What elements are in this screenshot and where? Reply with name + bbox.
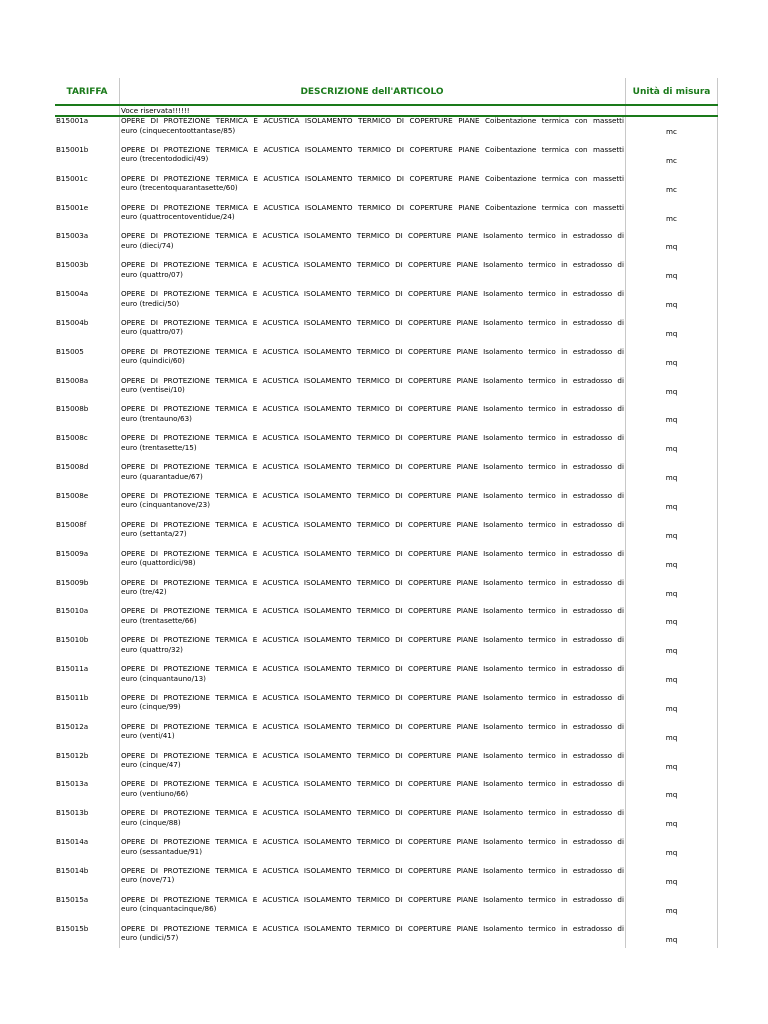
- article-description: [121, 866, 624, 885]
- table-row: [55, 635, 718, 664]
- price-in-words: euro (venti/41): [121, 731, 175, 741]
- table-row: [55, 664, 718, 693]
- unit-of-measure: mq: [665, 761, 678, 771]
- table-row: [55, 318, 718, 347]
- table-row: [55, 203, 718, 232]
- description-text: OPERE DI PROTEZIONE TERMICA E ACUSTICA ISOLAMENTO TERMICO DI COPERTURE PIANE Isolamento termico in estradosso di: [121, 519, 624, 529]
- article-description: [121, 722, 624, 741]
- description-text: OPERE DI PROTEZIONE TERMICA E ACUSTICA ISOLAMENTO TERMICO DI COPERTURE PIANE Isolamento termico in estradosso di: [121, 808, 624, 818]
- price-in-words: euro (tredici/50): [121, 298, 180, 308]
- description-text: OPERE DI PROTEZIONE TERMICA E ACUSTICA ISOLAMENTO TERMICO DI COPERTURE PIANE Isolamento termico in estradosso di: [121, 548, 624, 558]
- tariffa-code: B15008d: [56, 462, 89, 472]
- description-text: OPERE DI PROTEZIONE TERMICA E ACUSTICA ISOLAMENTO TERMICO DI COPERTURE PIANE Coibentazione termica con massetti: [121, 202, 624, 212]
- unit-of-measure: mq: [665, 271, 678, 281]
- price-in-words: euro (quattordici/98): [121, 558, 196, 568]
- tariffa-code: B15014a: [56, 837, 89, 847]
- tariffa-code: B15015a: [56, 894, 89, 904]
- article-description: [121, 606, 624, 625]
- tariffa-code: B15012b: [56, 750, 89, 760]
- article-description: [121, 462, 624, 481]
- price-in-words: euro (quattrocentoventidue/24): [121, 212, 235, 222]
- price-in-words: euro (settanta/27): [121, 529, 187, 539]
- price-in-words: euro (trentauno/63): [121, 413, 192, 423]
- header-tariffa: TARIFFA: [66, 87, 108, 97]
- table-row: [55, 376, 718, 405]
- price-in-words: euro (cinquecentoottantase/85): [121, 125, 236, 135]
- description-text: OPERE DI PROTEZIONE TERMICA E ACUSTICA ISOLAMENTO TERMICO DI COPERTURE PIANE Coibentazione termica con massetti: [121, 144, 624, 154]
- description-text: OPERE DI PROTEZIONE TERMICA E ACUSTICA ISOLAMENTO TERMICO DI COPERTURE PIANE Isolamento termico in estradosso di: [121, 664, 624, 674]
- unit-of-measure: mc: [666, 213, 677, 223]
- description-text: OPERE DI PROTEZIONE TERMICA E ACUSTICA ISOLAMENTO TERMICO DI COPERTURE PIANE Coibentazione termica con massetti: [121, 173, 624, 183]
- table-row: [55, 174, 718, 203]
- price-in-words: euro (quarantadue/67): [121, 471, 203, 481]
- table-row: [55, 491, 718, 520]
- description-text: OPERE DI PROTEZIONE TERMICA E ACUSTICA ISOLAMENTO TERMICO DI COPERTURE PIANE Isolamento termico in estradosso di: [121, 289, 624, 299]
- tariffa-code: B15015b: [56, 923, 89, 933]
- tariffa-code: B15008a: [56, 375, 89, 385]
- unit-of-measure: mq: [665, 242, 678, 252]
- article-description: [121, 289, 624, 308]
- tariffa-code: B15008f: [56, 519, 87, 529]
- article-description: [121, 318, 624, 337]
- table-row: [55, 693, 718, 722]
- table-row: [55, 462, 718, 491]
- description-text: OPERE DI PROTEZIONE TERMICA E ACUSTICA ISOLAMENTO TERMICO DI COPERTURE PIANE Isolamento termico in estradosso di: [121, 317, 624, 327]
- unit-of-measure: mq: [665, 876, 678, 886]
- description-text: OPERE DI PROTEZIONE TERMICA E ACUSTICA ISOLAMENTO TERMICO DI COPERTURE PIANE Isolamento termico in estradosso di: [121, 433, 624, 443]
- article-description: [121, 808, 624, 827]
- tariffa-code: B15008b: [56, 404, 89, 414]
- description-text: OPERE DI PROTEZIONE TERMICA E ACUSTICA ISOLAMENTO TERMICO DI COPERTURE PIANE Isolamento termico in estradosso di: [121, 894, 624, 904]
- table-row: [55, 231, 718, 260]
- unit-of-measure: mc: [666, 127, 677, 136]
- unit-of-measure: mq: [665, 386, 678, 396]
- unit-of-measure: mq: [665, 703, 678, 713]
- table-row: [55, 433, 718, 462]
- unit-of-measure: mq: [665, 501, 678, 511]
- tariffa-code: B15008e: [56, 490, 89, 500]
- table-row: [55, 289, 718, 318]
- price-in-words: euro (cinque/99): [121, 702, 181, 712]
- unit-of-measure: mq: [665, 819, 678, 829]
- description-text: OPERE DI PROTEZIONE TERMICA E ACUSTICA ISOLAMENTO TERMICO DI COPERTURE PIANE Isolamento termico in estradosso di: [121, 577, 624, 587]
- unit-of-measure: mq: [665, 934, 678, 944]
- table-row: [55, 895, 718, 924]
- unit-of-measure: mq: [665, 617, 678, 627]
- price-in-words: euro (ventisei/10): [121, 385, 185, 395]
- unit-of-measure: mc: [666, 155, 677, 165]
- unit-of-measure: mq: [665, 530, 678, 540]
- article-description: [121, 404, 624, 423]
- unit-of-measure: mq: [665, 588, 678, 598]
- unit-of-measure: mq: [665, 790, 678, 800]
- article-description: [121, 924, 624, 943]
- price-in-words: euro (quattro/32): [121, 644, 183, 654]
- description-text: OPERE DI PROTEZIONE TERMICA E ACUSTICA ISOLAMENTO TERMICO DI COPERTURE PIANE Isolamento termico in estradosso di: [121, 375, 624, 385]
- table-row: [55, 404, 718, 433]
- description-text: OPERE DI PROTEZIONE TERMICA E ACUSTICA ISOLAMENTO TERMICO DI COPERTURE PIANE Isolamento termico in estradosso di: [121, 346, 624, 356]
- tariffa-code: B15010b: [56, 635, 89, 645]
- tariffa-code: B15012a: [56, 721, 89, 731]
- description-text: OPERE DI PROTEZIONE TERMICA E ACUSTICA ISOLAMENTO TERMICO DI COPERTURE PIANE Isolamento termico in estradosso di: [121, 606, 624, 616]
- unit-of-measure: mq: [665, 444, 678, 454]
- table-row: [55, 751, 718, 780]
- table-header: [55, 78, 718, 104]
- article-description: [121, 491, 624, 510]
- table-row: [55, 866, 718, 895]
- description-text: OPERE DI PROTEZIONE TERMICA E ACUSTICA ISOLAMENTO TERMICO DI COPERTURE PIANE Isolamento termico in estradosso di: [121, 923, 624, 933]
- table-row: [55, 116, 718, 145]
- table-row: [55, 145, 718, 174]
- tariffa-code: B15011a: [56, 664, 89, 674]
- price-in-words: euro (cinque/47): [121, 760, 181, 770]
- tariffa-code: B15004a: [56, 289, 89, 299]
- unit-of-measure: mq: [665, 905, 678, 915]
- price-in-words: euro (trentasette/66): [121, 615, 197, 625]
- unit-of-measure: mq: [665, 732, 678, 742]
- price-in-words: euro (undici/57): [121, 933, 179, 943]
- description-text: OPERE DI PROTEZIONE TERMICA E ACUSTICA ISOLAMENTO TERMICO DI COPERTURE PIANE Coibentazione termica con massetti: [121, 116, 624, 125]
- article-description: [121, 549, 624, 568]
- unit-of-measure: mq: [665, 646, 678, 656]
- table-row: [55, 808, 718, 837]
- description-text: OPERE DI PROTEZIONE TERMICA E ACUSTICA ISOLAMENTO TERMICO DI COPERTURE PIANE Isolamento termico in estradosso di: [121, 231, 624, 241]
- table-row: [55, 549, 718, 578]
- article-description: [121, 635, 624, 654]
- price-in-words: euro (cinquantauno/13): [121, 673, 206, 683]
- tariffa-code: B15004b: [56, 317, 89, 327]
- article-description: [121, 895, 624, 914]
- unit-of-measure: mc: [666, 184, 677, 194]
- tariffa-code: B15010a: [56, 606, 89, 616]
- article-description: [121, 347, 624, 366]
- tariffa-code: B15003b: [56, 260, 89, 270]
- price-in-words: euro (cinque/88): [121, 817, 181, 827]
- price-in-words: euro (trecentoquarantasette/60): [121, 183, 238, 193]
- tariffa-code: B15001a: [56, 116, 89, 125]
- article-description: [121, 203, 624, 222]
- article-description: [121, 174, 624, 193]
- article-description: [121, 779, 624, 798]
- price-in-words: euro (dieci/74): [121, 240, 174, 250]
- table-row: [55, 260, 718, 289]
- table-body: [55, 116, 718, 952]
- tariffa-code: B15014b: [56, 865, 89, 875]
- table-row: [55, 520, 718, 549]
- price-in-words: euro (quattro/07): [121, 327, 183, 337]
- article-description: [121, 751, 624, 770]
- article-description: [121, 376, 624, 395]
- table-row: [55, 924, 718, 953]
- description-text: OPERE DI PROTEZIONE TERMICA E ACUSTICA ISOLAMENTO TERMICO DI COPERTURE PIANE Isolamento termico in estradosso di: [121, 837, 624, 847]
- article-description: [121, 578, 624, 597]
- price-in-words: euro (quindici/60): [121, 356, 185, 366]
- price-in-words: euro (quattro/07): [121, 269, 183, 279]
- table-row: [55, 779, 718, 808]
- article-description: [121, 520, 624, 539]
- description-text: OPERE DI PROTEZIONE TERMICA E ACUSTICA ISOLAMENTO TERMICO DI COPERTURE PIANE Isolamento termico in estradosso di: [121, 404, 624, 414]
- description-text: OPERE DI PROTEZIONE TERMICA E ACUSTICA ISOLAMENTO TERMICO DI COPERTURE PIANE Isolamento termico in estradosso di: [121, 635, 624, 645]
- price-in-words: euro (cinquantacinque/86): [121, 904, 217, 914]
- tariffa-code: B15003a: [56, 231, 89, 241]
- price-in-words: euro (cinquantanove/23): [121, 500, 211, 510]
- reserved-note: Voce riservata!!!!!!: [121, 106, 190, 115]
- table-row: [55, 347, 718, 376]
- price-in-words: euro (sessantadue/91): [121, 846, 203, 856]
- price-in-words: euro (nove/71): [121, 875, 175, 885]
- unit-of-measure: mq: [665, 848, 678, 858]
- unit-of-measure: mq: [665, 675, 678, 685]
- article-description: [121, 693, 624, 712]
- header-unita-di-misura: Unità di misura: [632, 87, 711, 97]
- tariffa-code: B15013a: [56, 779, 89, 789]
- article-description: [121, 260, 624, 279]
- description-text: OPERE DI PROTEZIONE TERMICA E ACUSTICA ISOLAMENTO TERMICO DI COPERTURE PIANE Isolamento termico in estradosso di: [121, 260, 624, 270]
- description-text: OPERE DI PROTEZIONE TERMICA E ACUSTICA ISOLAMENTO TERMICO DI COPERTURE PIANE Isolamento termico in estradosso di: [121, 692, 624, 702]
- tariffa-code: B15009b: [56, 577, 89, 587]
- unit-of-measure: mq: [665, 473, 678, 483]
- description-text: OPERE DI PROTEZIONE TERMICA E ACUSTICA ISOLAMENTO TERMICO DI COPERTURE PIANE Isolamento termico in estradosso di: [121, 490, 624, 500]
- description-text: OPERE DI PROTEZIONE TERMICA E ACUSTICA ISOLAMENTO TERMICO DI COPERTURE PIANE Isolamento termico in estradosso di: [121, 750, 624, 760]
- tariffa-code: B15008c: [56, 433, 88, 443]
- price-in-words: euro (tre/42): [121, 587, 167, 596]
- tariffa-code: B15011b: [56, 692, 89, 702]
- tariffa-code: B15009a: [56, 548, 89, 558]
- tariffa-code: B15005: [56, 346, 84, 356]
- unit-of-measure: mq: [665, 300, 678, 310]
- table-row: [55, 722, 718, 751]
- article-description: [121, 664, 624, 683]
- price-in-words: euro (trecentododici/49): [121, 154, 209, 164]
- tariffa-code: B15001e: [56, 202, 89, 212]
- description-text: OPERE DI PROTEZIONE TERMICA E ACUSTICA ISOLAMENTO TERMICO DI COPERTURE PIANE Isolamento termico in estradosso di: [121, 865, 624, 875]
- unit-of-measure: mq: [665, 328, 678, 338]
- description-text: OPERE DI PROTEZIONE TERMICA E ACUSTICA ISOLAMENTO TERMICO DI COPERTURE PIANE Isolamento termico in estradosso di: [121, 462, 624, 472]
- unit-of-measure: mq: [665, 357, 678, 367]
- table-row: [55, 606, 718, 635]
- unit-of-measure: mq: [665, 415, 678, 425]
- price-in-words: euro (ventiuno/66): [121, 788, 189, 798]
- table-row: [55, 578, 718, 607]
- article-description: [121, 145, 624, 164]
- description-text: OPERE DI PROTEZIONE TERMICA E ACUSTICA ISOLAMENTO TERMICO DI COPERTURE PIANE Isolamento termico in estradosso di: [121, 779, 624, 789]
- article-description: [121, 231, 624, 250]
- description-text: OPERE DI PROTEZIONE TERMICA E ACUSTICA ISOLAMENTO TERMICO DI COPERTURE PIANE Isolamento termico in estradosso di: [121, 721, 624, 731]
- tariffa-code: B15001b: [56, 144, 89, 154]
- table-row: [55, 837, 718, 866]
- header-descrizione: DESCRIZIONE dell'ARTICOLO: [300, 87, 444, 97]
- tariffa-code: B15013b: [56, 808, 89, 818]
- tariffa-code: B15001c: [56, 173, 88, 183]
- article-description: [121, 116, 624, 135]
- unit-of-measure: mq: [665, 559, 678, 569]
- article-description: [121, 433, 624, 452]
- article-description: [121, 837, 624, 856]
- price-in-words: euro (trentasette/15): [121, 442, 197, 452]
